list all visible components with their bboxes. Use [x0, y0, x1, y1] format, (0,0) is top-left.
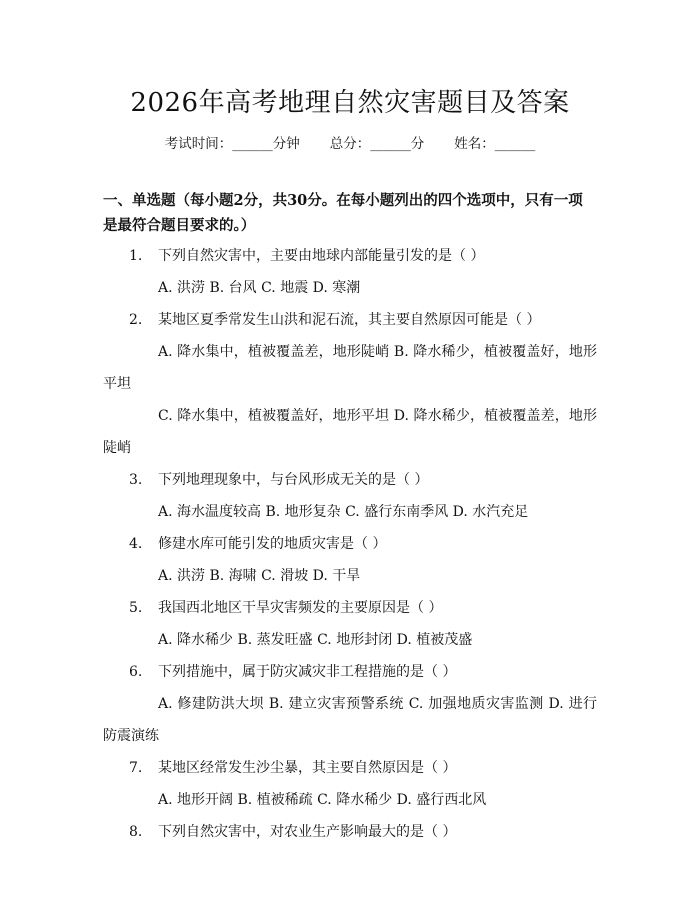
question-text: 下列措施中，属于防灾减灾非工程措施的是（ ）	[158, 664, 457, 680]
section-heading: 一、单选题（每小题2分，共30分。在每小题列出的四个选项中，只有一项是最符合题目要求的。）	[103, 192, 583, 234]
question-3	[103, 464, 597, 496]
question-1	[103, 240, 597, 272]
question-4	[103, 528, 597, 560]
question-7-options: A. 地形开阔 B. 植被稀疏 C. 降水稀少 D. 盛行西北风	[158, 792, 487, 808]
question-number: 8.	[129, 824, 143, 840]
question-7	[103, 752, 597, 784]
question-list	[103, 240, 597, 848]
question-number: 1.	[129, 248, 143, 264]
student-name-field: 姓名：______	[454, 136, 536, 152]
question-number: 4.	[129, 536, 143, 552]
exam-title: 2026年高考地理自然灾害题目及答案	[130, 88, 570, 118]
question-2-options-cd: C. 降水集中，植被覆盖好，地形平坦 D. 降水稀少，植被覆盖差，地形陡峭	[103, 408, 597, 456]
question-number: 6.	[129, 664, 143, 680]
question-2	[103, 304, 597, 336]
question-number: 7.	[129, 760, 143, 776]
question-text: 我国西北地区干旱灾害频发的主要原因是（ ）	[158, 600, 443, 616]
question-number: 2.	[129, 312, 143, 328]
total-score-field: 总分：______分	[329, 136, 425, 152]
question-number: 3.	[129, 472, 143, 488]
question-number: 5.	[129, 600, 143, 616]
question-text: 下列自然灾害中，主要由地球内部能量引发的是（ ）	[158, 248, 485, 264]
exam-time-field: 考试时间：______分钟	[164, 136, 300, 152]
question-5-options: A. 降水稀少 B. 蒸发旺盛 C. 地形封闭 D. 植被茂盛	[158, 632, 473, 648]
question-3-options: A. 海水温度较高 B. 地形复杂 C. 盛行东南季风 D. 水汽充足	[158, 504, 529, 520]
question-text: 某地区夏季常发生山洪和泥石流，其主要自然原因可能是（ ）	[158, 312, 541, 328]
exam-info-line	[0, 132, 700, 152]
question-4-options: A. 洪涝 B. 海啸 C. 滑坡 D. 干旱	[158, 568, 361, 584]
question-8	[103, 816, 597, 848]
question-text: 下列自然灾害中，对农业生产影响最大的是（ ）	[158, 824, 457, 840]
question-5	[103, 592, 597, 624]
question-text: 修建水库可能引发的地质灾害是（ ）	[158, 536, 387, 552]
question-text: 下列地理现象中，与台风形成无关的是（ ）	[158, 472, 429, 488]
question-6-options: A. 修建防洪大坝 B. 建立灾害预警系统 C. 加强地质灾害监测 D. 进行防震演练	[103, 696, 597, 744]
question-6	[103, 656, 597, 688]
question-1-options: A. 洪涝 B. 台风 C. 地震 D. 寒潮	[158, 280, 361, 296]
question-text: 某地区经常发生沙尘暴，其主要自然原因是（ ）	[158, 760, 457, 776]
question-2-options-ab: A. 降水集中，植被覆盖差，地形陡峭 B. 降水稀少，植被覆盖好，地形平坦	[103, 344, 597, 392]
